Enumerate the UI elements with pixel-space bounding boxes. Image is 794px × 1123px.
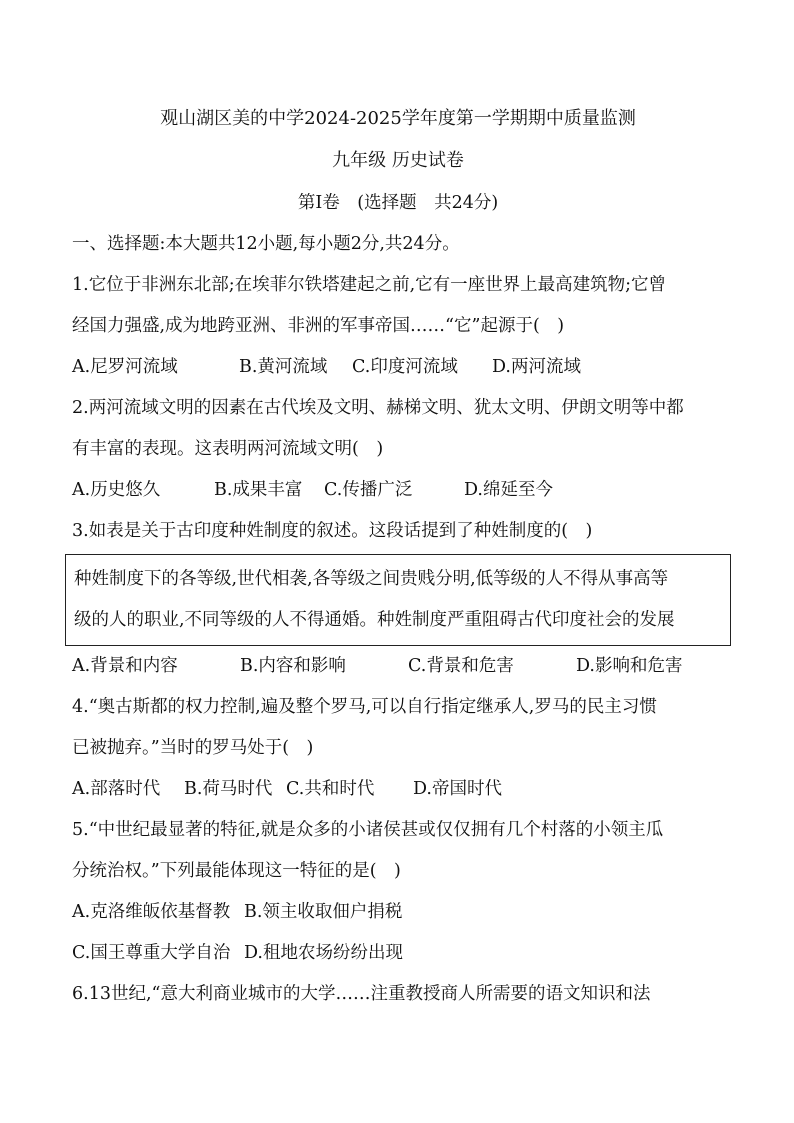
question-line: 6.13世纪,“意大利商业城市的大学……注重教授商人所需要的语文知识和法 [72, 984, 651, 1004]
option-c: C.共和时代 [286, 779, 375, 799]
question-line: 分统治权。”下列最能体现这一特征的是( ) [72, 861, 401, 881]
option-c: C.传播广泛 [324, 480, 413, 500]
option-d: D.两河流域 [492, 357, 581, 377]
question-6 [72, 974, 724, 1015]
table-line: 种姓制度下的各等级,世代相袭,各等级之间贵贱分明,低等级的人不得从事高等 [74, 569, 669, 589]
question-line: 2.两河流域文明的因素在古代埃及文明、赫梯文明、犹太文明、伊朗文明等中都 [72, 398, 684, 418]
volume-heading: 第Ⅰ卷 (选择题 共24分) [297, 193, 499, 213]
question-4 [72, 687, 724, 810]
option-b: B.荷马时代 [184, 779, 273, 799]
options-row [72, 347, 724, 388]
options-row [72, 646, 724, 687]
option-d: D.帝国时代 [413, 779, 502, 799]
exam-subtitle: 九年级 历史试卷 [332, 150, 464, 171]
option-c: C.国王尊重大学自治 [72, 943, 231, 963]
option-a: A.部落时代 [72, 779, 161, 799]
option-b: B.黄河流域 [239, 357, 328, 377]
table-line: 级的人的职业,不同等级的人不得通婚。种姓制度严重阻碍古代印度社会的发展 [74, 610, 675, 630]
question-1 [72, 265, 724, 388]
option-d: D.影响和危害 [576, 656, 683, 676]
options-row [72, 769, 724, 810]
option-a: A.尼罗河流域 [72, 357, 178, 377]
option-c: C.印度河流域 [352, 357, 458, 377]
quote-table [65, 554, 731, 646]
option-a: A.背景和内容 [72, 656, 178, 676]
question-line: 5.“中世纪最显著的特征,就是众多的小诸侯甚或仅仅拥有几个村落的小领主瓜 [72, 820, 664, 840]
option-b: B.成果丰富 [214, 480, 303, 500]
question-line: 3.如表是关于古印度种姓制度的叙述。这段话提到了种姓制度的( ) [72, 521, 593, 541]
option-b: B.领主收取佃户捐税 [244, 902, 403, 922]
question-line: 4.“奥古斯都的权力控制,遍及整个罗马,可以自行指定继承人,罗马的民主习惯 [72, 697, 657, 717]
question-2 [72, 388, 724, 511]
section-instructions: 一、选择题:本大题共12小题,每小题2分,共24分。 [72, 234, 460, 254]
options-row [72, 892, 724, 933]
option-a: A.历史悠久 [72, 480, 161, 500]
question-line: 1.它位于非洲东北部;在埃菲尔铁塔建起之前,它有一座世界上最高建筑物;它曾 [72, 275, 667, 295]
options-row [72, 933, 724, 974]
exam-title: 观山湖区美的中学2024-2025学年度第一学期期中质量监测 [160, 108, 636, 129]
question-line: 有丰富的表现。这表明两河流域文明( ) [72, 439, 384, 459]
question-line: 经国力强盛,成为地跨亚洲、非洲的军事帝国……“它”起源于( ) [72, 316, 565, 336]
option-c: C.背景和危害 [408, 656, 514, 676]
option-d: D.绵延至今 [464, 480, 553, 500]
option-d: D.租地农场纷纷出现 [244, 943, 403, 963]
options-row [72, 470, 724, 511]
question-3 [72, 511, 724, 687]
question-5 [72, 810, 724, 974]
option-b: B.内容和影响 [240, 656, 346, 676]
option-a: A.克洛维皈依基督教 [72, 902, 231, 922]
question-line: 已被抛弃。”当时的罗马处于( ) [72, 738, 314, 758]
